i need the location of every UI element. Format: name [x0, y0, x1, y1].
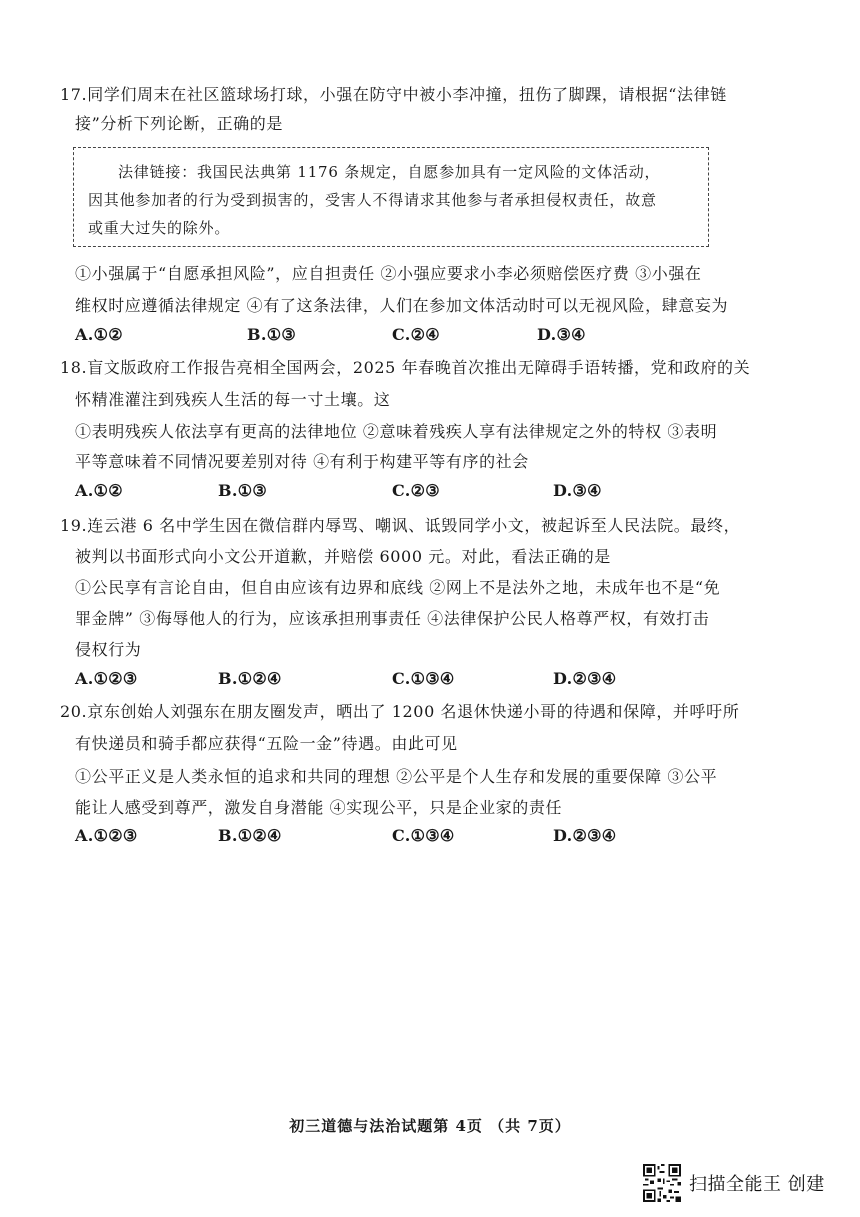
question-17-option-c[interactable]: C.②④	[392, 325, 440, 344]
question-19-stem-line2: 被判以书面形式向小文公开道歉，并赔偿 6000 元。对此，看法正确的是	[75, 547, 611, 566]
legal-link-box	[73, 147, 709, 247]
question-18-stem-line2: 怀精准灌注到残疾人生活的每一寸土壤。这	[75, 390, 391, 409]
question-20-option-c[interactable]: C.①③④	[392, 826, 455, 845]
page-footer: 初三道德与法治试题第 4页 （共 7页）	[289, 1117, 571, 1135]
question-20-statements-line1: ①公平正义是人类永恒的追求和共同的理想 ②公平是个人生存和发展的重要保障 ③公平	[75, 767, 718, 786]
legal-link-line1: 法律链接：我国民法典第 1176 条规定，自愿参加具有一定风险的文体活动，	[118, 163, 661, 181]
question-19-statements-line3: 侵权行为	[75, 640, 142, 659]
question-17-stem-line1: 17.同学们周末在社区篮球场打球，小强在防守中被小李冲撞，扭伤了脚踝，请根据“法律链	[60, 85, 727, 104]
question-20-statements-line2: 能让人感受到尊严，激发自身潜能 ④实现公平，只是企业家的责任	[75, 798, 563, 817]
question-17-statements-line1: ①小强属于“自愿承担风险”，应自担责任 ②小强应要求小李必须赔偿医疗费 ③小强在	[75, 264, 702, 283]
question-18-stem-line1: 18.盲文版政府工作报告亮相全国两会，2025 年春晚首次推出无障碍手语转播，党和政府的关	[60, 358, 751, 377]
question-20-option-d[interactable]: D.②③④	[553, 826, 617, 845]
question-19-option-a[interactable]: A.①②③	[75, 669, 138, 688]
question-19-statements-line1: ①公民享有言论自由，但自由应该有边界和底线 ②网上不是法外之地，未成年也不是“免	[75, 578, 721, 597]
scanner-watermark	[643, 1164, 825, 1202]
question-18-option-c[interactable]: C.②③	[392, 481, 440, 500]
question-17-option-d[interactable]: D.③④	[537, 325, 586, 344]
question-19-option-d[interactable]: D.②③④	[553, 669, 617, 688]
question-18-option-d[interactable]: D.③④	[553, 481, 602, 500]
question-18-statements-line2: 平等意味着不同情况要差别对待 ④有利于构建平等有序的社会	[75, 452, 529, 471]
question-18-option-a[interactable]: A.①②	[75, 481, 123, 500]
legal-link-line2: 因其他参加者的行为受到损害的，受害人不得请求其他参与者承担侵权责任，故意	[88, 191, 657, 209]
question-17-option-a[interactable]: A.①②	[75, 325, 123, 344]
question-19-stem-line1: 19.连云港 6 名中学生因在微信群内辱骂、嘲讽、诋毁同学小文，被起诉至人民法院。最终，	[60, 516, 741, 535]
scanner-label: 扫描全能王 创建	[689, 1174, 825, 1195]
question-19-statements-line2: 罪金牌” ③侮辱他人的行为，应该承担刑事责任 ④法律保护公民人格尊严权，有效打击	[75, 609, 710, 628]
qr-code-icon	[643, 1164, 681, 1202]
question-18-statements-line1: ①表明残疾人依法享有更高的法律地位 ②意味着残疾人享有法律规定之外的特权 ③表明	[75, 422, 718, 441]
question-17-stem-line2: 接”分析下列论断，正确的是	[75, 114, 283, 133]
question-19-option-b[interactable]: B.①②④	[218, 669, 282, 688]
question-18-option-b[interactable]: B.①③	[218, 481, 267, 500]
question-17-option-b[interactable]: B.①③	[247, 325, 296, 344]
question-20-stem-line1: 20.京东创始人刘强东在朋友圈发声，晒出了 1200 名退休快递小哥的待遇和保障，并呼吁所	[60, 702, 740, 721]
legal-link-line3: 或重大过失的除外。	[88, 219, 231, 237]
question-20-option-b[interactable]: B.①②④	[218, 826, 282, 845]
question-20-stem-line2: 有快递员和骑手都应获得“五险一金”待遇。由此可见	[75, 734, 458, 753]
question-20-option-a[interactable]: A.①②③	[75, 826, 138, 845]
question-19-option-c[interactable]: C.①③④	[392, 669, 455, 688]
question-17-statements-line2: 维权时应遵循法律规定 ④有了这条法律，人们在参加文体活动时可以无视风险，肆意妄为	[75, 296, 729, 315]
